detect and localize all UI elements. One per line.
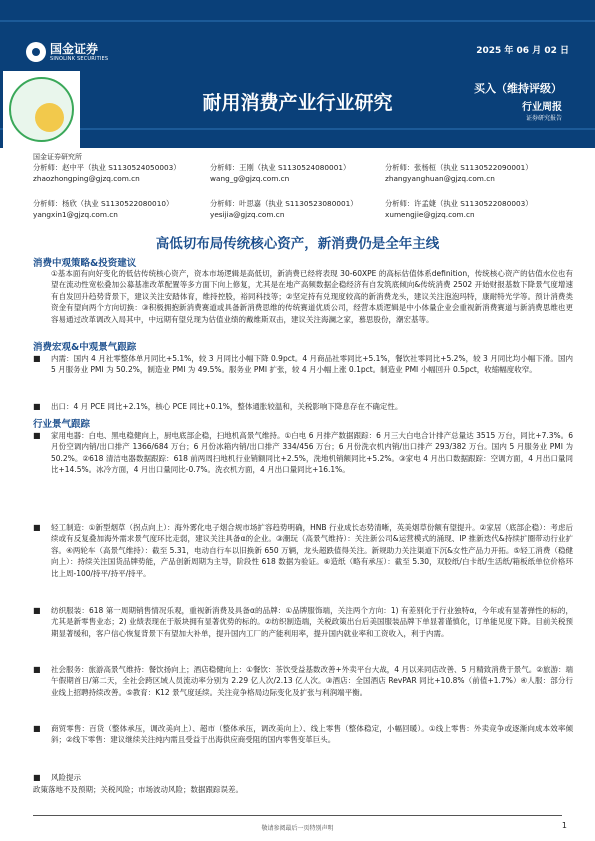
report-title: 耐用消费产业行业研究	[202, 92, 393, 114]
section-title-industry: 行业景气跟踪	[33, 419, 91, 430]
qr-center	[35, 103, 64, 132]
industry-textile: 纺织服装：618 第一周期销售情况乐观，重视新消费及具备α的品牌：①品牌服饰端，关注两个方向：1) 有差别化于行业独特α，今年或有显著弹性的标的，尤其是新零售业态；2) 业绩表现在于版块拥有显著优势的标的。②纺织制造端，关税政策出台后美国服装品牌下单显著谨慎化，订单能见度下降。目前关税预期显著缓和，客户信心恢复背景下有望加大补单，提升国内工厂的产能利用率，提升国内就业率和工资收入，利于内需。	[51, 606, 573, 638]
risk-text: 政策落地不及预期；关税风险；市场波动风险；数据跟踪误差。	[33, 785, 243, 794]
rating: 买入（维持评级）	[474, 82, 562, 95]
section-title-macro: 消费宏观&中观景气跟踪	[33, 342, 137, 353]
square-bullet-icon: ■	[33, 606, 41, 615]
qr-code-icon[interactable]	[3, 71, 80, 148]
analyst-name: 分析师：王刚（执业 S1130524080001）	[210, 163, 351, 172]
industry-retail: 商贸零售：百货（整体承压，调改美向上）、超市（整体承压，调改美向上）、线上零售（整体稳定，小幅回暖）。①线上零售：外卖竞争或逐渐向成本效率倾斜；②线下零售：建议继续关注纯内需且受益于出海供应商受阻的国内零售变革巨头。	[51, 724, 573, 745]
industry-social-services: 社会服务：旅游高景气维持：餐饮扬向上；酒店稳健向上：①餐饮：茶饮受益基数改善+外卖平台大战，4 月以来同店改善、5 月精致消费于景气。②旅游：端午假期首日/第二天，全社会跨区域人员流动率分别为 2.29 亿人次/2.13 亿人次。③酒店：全国酒店 RevPAR 同比+10.8%（前值+1.7%）④人服：部分行业线上招聘持续改善。⑤教育：K12 景气度延续。关注竞争格局边际变化及扩张与利润端平衡。	[51, 665, 573, 697]
risk-heading: 风险提示	[51, 773, 81, 782]
macro-export: 出口：4 月 PCE 同比+2.1%，核心 PCE 同比+0.1%，整体通胀较温和，关税影响下降息存在不确定性。	[51, 402, 403, 411]
square-bullet-icon: ■	[33, 431, 41, 440]
banner-stripe	[0, 20, 595, 22]
analyst	[385, 199, 533, 220]
header-banner	[0, 0, 595, 148]
square-bullet-icon: ■	[33, 665, 41, 674]
analyst-name: 分析师：杨欣（执业 S1130522080010）	[33, 199, 174, 208]
qr-frame	[9, 77, 74, 142]
analyst	[210, 199, 358, 220]
logo-name: 国金证券	[50, 42, 99, 56]
analyst-email[interactable]: zhaozhongping@gjzq.com.cn	[33, 173, 140, 183]
page-number: 1	[561, 821, 567, 830]
report-kind: 行业周报	[522, 102, 562, 113]
footer-disclaimer[interactable]: 敬请参阅最后一页特别声明	[261, 825, 334, 832]
analyst	[33, 199, 173, 220]
analyst-name: 分析师：赵中平（执业 S1130524050003）	[33, 163, 181, 172]
industry-appliance: 家用电器：白电、黑电稳健向上，厨电底部企稳，扫地机高景气维持。①白电 6 月排产数据跟踪：6 月三大白电合计排产总量达 3515 万台，同比+7.3%。6 月份空调内销/出口排产 1366/684 万台；6 月份冰箱内销/出口排产 334/456 万台；6 月份洗衣机内销/出口排产 293/382 万台。国内 5 月服务业 PMI 为 50.2%。②618 清洁电器数据跟踪：618 前两周扫地机行业销额同比+2.5%，洗地机销额同比+5.2%。③家电 4 月出口数据跟踪：空调方面，4 月出口量同比+14.5%。冰冷方面，4 月出口量同比-0.7%。洗衣机方面，4 月出口量同比+16.1%。	[51, 431, 573, 475]
industry-light-manufacturing: 轻工制造：①新型烟草（拐点向上）：海外雾化电子烟合规市场扩容趋势明确，HNB 行业成长态势清晰，英美烟草份额有望提升。②家居（底部企稳）：考虑后续或有反复叠加海外需求景气度环比走弱，建议关注具备α的企业。③潮玩（高景气维持）：关注新公司&运营模式的涌现、IP 推新迭代&持续扩圈带动行业扩容。④两轮车（高景气维持）：截至 5.31，电动自行车以旧换新 650 万辆，龙头超跌值得关注。新规助力关注渠道下沉&女性产品力开拓。⑤轻工消费（稳健向上）：持续关注国货品牌势能，产品创新周期为主导，阶段性 618 数据为验证。⑥造纸（略有承压）：截至 5.30，双胶纸/白卡纸/生活纸/箱板纸单位价格环比上周-100/持平/持平/持平。	[51, 523, 573, 578]
research-org: 国金证券研究所	[33, 153, 82, 161]
report-headline: 高低切布局传统核心资产，新消费仍是全年主线	[155, 236, 440, 252]
analyst-name: 分析师：叶思嘉（执业 S1130523080001）	[210, 199, 358, 208]
banner-stripe	[0, 128, 595, 130]
analyst-name: 分析师：许孟婕（执业 S1130522080003）	[385, 199, 533, 208]
square-bullet-icon: ■	[33, 773, 41, 782]
footer-divider	[33, 815, 562, 816]
company-logo-icon	[26, 42, 46, 62]
square-bullet-icon: ■	[33, 354, 41, 363]
report-series: 证券研究报告	[525, 115, 562, 122]
analyst-email[interactable]: yesijia@gjzq.com.cn	[210, 209, 285, 219]
macro-domestic: 内需：国内 4 月社零整体单月同比+5.1%，较 3 月同比小幅下降 0.9pct。4 月商品社零同比+5.1%，餐饮社零同比+5.2%，较 3 月同比均小幅下滑。国内 5 月服务业 PMI 为 50.2%，制造业 PMI 为 49.5%。服务业 PMI 扩张，较 4 月小幅上涨 0.1pct。制造业 PMI 小幅回升 0.5pct，收缩幅度收窄。	[51, 354, 573, 375]
report-date: 2025 年 06 月 02 日	[476, 46, 569, 56]
company-logo	[26, 40, 116, 68]
analyst	[385, 163, 533, 184]
analyst-email[interactable]: yangxin1@gjzq.com.cn	[33, 209, 118, 219]
analyst-name: 分析师：张杨桓（执业 S1130522090001）	[385, 163, 533, 172]
strategy-paragraph: ①基本面有向好变化的低估传统核心资产，资本市场逻辑是高低切，新消费已经将表现 30-60XPE 的高标估值体系definition，传统核心资产的估值水位也有望在流动性宽松叠加公募基准改革配置等多方面下向上修复，尤其是在地产高频数据企稳经济有自发筑底倾向&传统消费 2502 开始财报基数下降景气度增速有自发回升趋势背景下，建议关注安踏体育，维持控股，裕同科技等；②坚定持有兑现度较高的新消费龙头，建议关注泡泡玛特，康耐特光学等。预计消费类资金有望向两个方向切换：③积极拥抱新消费赛道或具备新消费思维的传统赛道优质公司，经营本质逻辑是中小体量企业会重视新消费赛道与新消费思维也更容易通过改革调改入局其中，中远期有望兑现为估值业绩的戴维斯双击，建议关注海澜之家，慕思股份，潮宏基等。	[51, 269, 573, 324]
analyst	[33, 163, 181, 184]
analyst	[210, 163, 350, 184]
analyst-email[interactable]: wang_g@gjzq.com.cn	[210, 173, 290, 183]
analyst-email[interactable]: zhangyanghuan@gjzq.com.cn	[385, 173, 495, 183]
square-bullet-icon: ■	[33, 523, 41, 532]
square-bullet-icon: ■	[33, 724, 41, 733]
section-title-strategy: 消费中观策略&投资建议	[33, 258, 137, 269]
square-bullet-icon: ■	[33, 402, 41, 411]
logo-subtitle: SINOLINK SECURITIES	[50, 56, 109, 62]
analyst-email[interactable]: xumengjie@gjzq.com.cn	[385, 209, 475, 219]
